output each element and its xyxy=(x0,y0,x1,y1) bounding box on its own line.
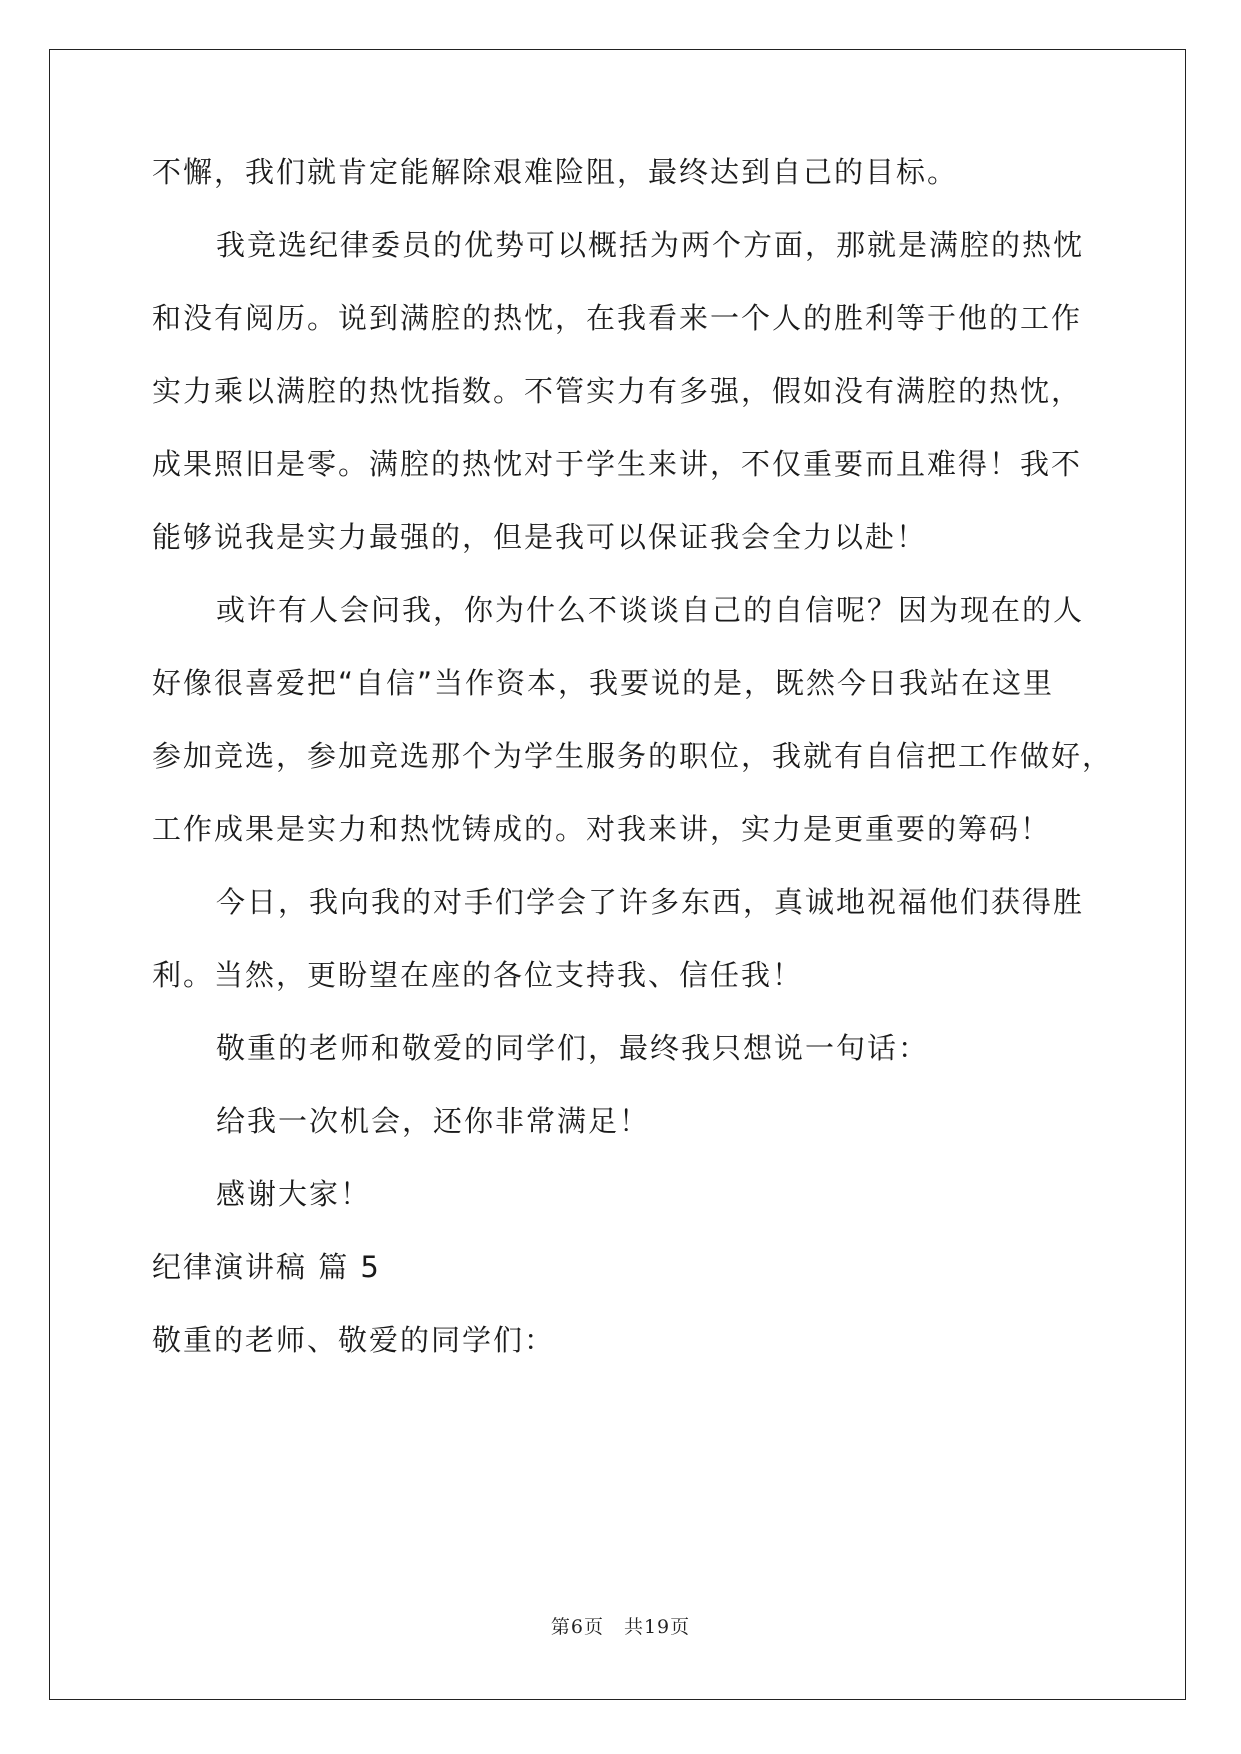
text-line: 今日，我向我的对手们学会了许多东西，真诚地祝福他们获得胜 xyxy=(216,885,1085,919)
text-line: 利。当然，更盼望在座的各位支持我、信任我！ xyxy=(152,958,804,992)
text-line: 和没有阅历。说到满腔的热忱，在我看来一个人的胜利等于他的工作 xyxy=(152,301,1083,335)
text-line: 敬重的老师和敬爱的同学们，最终我只想说一句话： xyxy=(216,1031,930,1065)
text-line: 能够说我是实力最强的，但是我可以保证我会全力以赴！ xyxy=(152,520,928,554)
page-number-footer: 第6页 共19页 xyxy=(550,1616,691,1638)
text-line: 给我一次机会，还你非常满足！ xyxy=(216,1104,651,1138)
text-line: 实力乘以满腔的热忱指数。不管实力有多强，假如没有满腔的热忱， xyxy=(152,374,1083,408)
salutation: 敬重的老师、敬爱的同学们： xyxy=(152,1323,556,1357)
text-line: 或许有人会问我，你为什么不谈谈自己的自信呢？因为现在的人 xyxy=(216,593,1085,627)
text-line: 我竞选纪律委员的优势可以概括为两个方面，那就是满腔的热忱 xyxy=(216,228,1085,262)
text-line: 工作成果是实力和热忱铸成的。对我来讲，实力是更重要的筹码！ xyxy=(152,812,1052,846)
page-border xyxy=(49,49,1186,1700)
text-line: 好像很喜爱把“自信”当作资本，我要说的是，既然今日我站在这里 xyxy=(152,666,1055,700)
text-line: 感谢大家！ xyxy=(216,1177,372,1211)
text-line: 不懈，我们就肯定能解除艰难险阻，最终达到自己的目标。 xyxy=(152,155,959,189)
section-heading: 纪律演讲稿 篇 5 xyxy=(152,1250,381,1284)
text-line: 成果照旧是零。满腔的热忱对于学生来讲，不仅重要而且难得！我不 xyxy=(152,447,1083,481)
text-line: 参加竞选，参加竞选那个为学生服务的职位，我就有自信把工作做好， xyxy=(152,739,1114,773)
